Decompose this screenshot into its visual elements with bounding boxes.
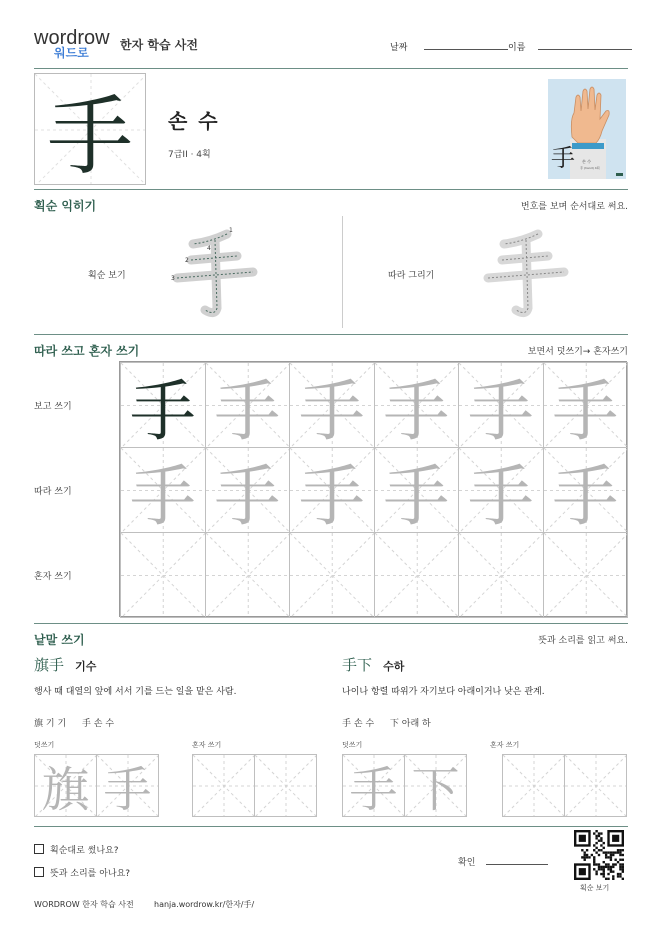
- hero-character-box: [34, 73, 146, 185]
- footer-brand: WORDROW 한자 학습 사전: [34, 900, 134, 909]
- practice-character: 手: [298, 457, 365, 533]
- practice-character: 手: [383, 372, 450, 448]
- word-1-part-2-char: 手: [81, 719, 91, 729]
- practice-character: 手: [467, 457, 534, 533]
- cell-guides: [459, 533, 544, 618]
- words-divider: [34, 826, 628, 827]
- practice-cell-r3-c6[interactable]: [543, 532, 629, 618]
- practice-character: 手: [129, 457, 196, 533]
- word-2-parts: [342, 716, 431, 729]
- practice-divider: [34, 623, 628, 624]
- word-1-parts: [34, 716, 114, 729]
- cell-guides: [565, 755, 627, 817]
- words-section-note: 뜻과 소리를 읽고 써요.: [538, 636, 628, 646]
- confirm-field[interactable]: [458, 855, 548, 868]
- word-1-part-2-gloss: 손 수: [93, 719, 115, 729]
- practice-cell-r1-c6[interactable]: [543, 362, 629, 448]
- practice-cell-r3-c1[interactable]: [120, 532, 206, 618]
- practice-cell-r1-c2[interactable]: [205, 362, 291, 448]
- practice-section-title: 따라 쓰고 혼자 쓰기: [34, 344, 140, 358]
- confirm-line: [486, 864, 548, 865]
- word-1-trace-box-1[interactable]: [34, 754, 97, 817]
- words-section-title: 낱말 쓰기: [34, 633, 85, 647]
- stroke-section-title: 획순 익히기: [34, 199, 97, 213]
- word-2-solo-box-1[interactable]: [502, 754, 565, 817]
- date-line: [424, 49, 508, 50]
- hand-image-caption-sub: 手 (hand) 4획: [580, 166, 600, 170]
- word-2-trace-label: 덧쓰기: [342, 741, 363, 749]
- word-2-part-1-gloss: 손 수: [353, 719, 375, 729]
- practice-cell-r1-c4[interactable]: [374, 362, 460, 448]
- word-1-solo-label: 혼자 쓰기: [192, 741, 222, 749]
- stroke-number-4: 4: [207, 245, 211, 252]
- stroke-number-1: 1: [229, 227, 233, 234]
- cell-guides: [255, 755, 317, 817]
- practice-character: 手: [298, 372, 365, 448]
- practice-grid: [119, 361, 627, 617]
- practice-cell-r2-c1[interactable]: [120, 447, 206, 533]
- practice-cell-r2-c3[interactable]: [289, 447, 375, 533]
- practice-row-label-2: 따라 쓰기: [34, 487, 72, 497]
- stroke-number-3: 3: [171, 275, 175, 282]
- header-divider: [34, 68, 628, 69]
- word-2-definition: 나이나 항렬 따위가 자기보다 아래이거나 낮은 관계.: [342, 687, 545, 697]
- confirm-label: 확인: [458, 858, 476, 868]
- word-trace-character: 手: [349, 762, 398, 817]
- hand-illustration: [548, 79, 626, 179]
- checkbox-stroke-order[interactable]: [34, 844, 44, 854]
- word-2-part-1-char: 手: [342, 719, 352, 729]
- logo-korean: 워드로: [54, 46, 89, 60]
- practice-cell-r2-c4[interactable]: [374, 447, 460, 533]
- hero-level-strokes: 7급II · 4획: [168, 150, 211, 160]
- word-trace-character: 旗: [41, 762, 90, 817]
- stroke-view-label: 획순 보기: [88, 271, 126, 281]
- practice-row-label-3: 혼자 쓰기: [34, 572, 72, 582]
- practice-character: 手: [214, 372, 281, 448]
- word-1-reading: 기수: [75, 660, 97, 673]
- check-meaning-sound[interactable]: [34, 866, 130, 879]
- check-stroke-order-label: 획순대로 썼나요?: [50, 846, 119, 856]
- word-2-solo-box-2[interactable]: [564, 754, 627, 817]
- check-meaning-sound-label: 뜻과 소리를 아나요?: [50, 869, 131, 879]
- logo-wordrow: wordrow: [34, 27, 110, 49]
- word-1-definition: 행사 때 대열의 앞에 서서 기를 드는 일을 맡은 사람.: [34, 687, 237, 697]
- cell-guides: [544, 533, 629, 618]
- word-1-solo-box-2[interactable]: [254, 754, 317, 817]
- word-2-trace-box-1[interactable]: [342, 754, 405, 817]
- name-line: [538, 49, 632, 50]
- header-title: 한자 학습 사전: [120, 38, 198, 52]
- word-2-solo-label: 혼자 쓰기: [490, 741, 520, 749]
- stroke-section-note: 번호를 보며 순서대로 써요.: [520, 202, 628, 212]
- word-2-hanja: 手下: [342, 656, 373, 674]
- practice-cell-r2-c5[interactable]: [458, 447, 544, 533]
- practice-cell-r2-c2[interactable]: [205, 447, 291, 533]
- hero-meaning-sound: 손 수: [168, 109, 220, 133]
- practice-cell-r1-c3[interactable]: [289, 362, 375, 448]
- practice-character: 手: [467, 372, 534, 448]
- practice-cell-r3-c3[interactable]: [289, 532, 375, 618]
- practice-cell-r1-c1[interactable]: [120, 362, 206, 448]
- word-1-trace-box-2[interactable]: [96, 754, 159, 817]
- cell-guides: [206, 533, 291, 618]
- logo: [34, 28, 114, 64]
- word-1-heading: [34, 654, 96, 675]
- hand-image-character: 手: [551, 144, 575, 172]
- practice-cell-r3-c5[interactable]: [458, 532, 544, 618]
- word-1-trace-label: 덧쓰기: [34, 741, 55, 749]
- word-1-part-1-char: 旗: [34, 719, 44, 729]
- date-label: 날짜: [390, 43, 408, 53]
- word-2-reading: 수하: [383, 660, 405, 673]
- footer-url[interactable]: hanja.wordrow.kr/한자/手/: [154, 900, 255, 909]
- word-1-part-1-gloss: 기 기: [45, 719, 67, 729]
- word-2-part-2-char: 下: [389, 719, 399, 729]
- word-2-heading: [342, 654, 404, 675]
- hand-image-caption: 손 수: [582, 159, 591, 164]
- practice-character: 手: [552, 372, 619, 448]
- hand-image-tag: [616, 173, 623, 176]
- cell-guides: [290, 533, 375, 618]
- check-stroke-order[interactable]: [34, 843, 119, 856]
- stroke-number-2: 2: [185, 257, 189, 264]
- practice-character: 手: [383, 457, 450, 533]
- word-1-solo-box-1[interactable]: [192, 754, 255, 817]
- qr-code[interactable]: [574, 830, 624, 880]
- cell-guides: [375, 533, 460, 618]
- practice-cell-r1-c5[interactable]: [458, 362, 544, 448]
- word-2-trace-box-2[interactable]: [404, 754, 467, 817]
- cell-guides: [193, 755, 255, 817]
- stroke-order-diagram: [165, 220, 265, 320]
- stroke-divider: [34, 334, 628, 335]
- stroke-view-diagram: [165, 220, 265, 320]
- practice-row-label-1: 보고 쓰기: [34, 402, 72, 412]
- practice-character: 手: [214, 457, 281, 533]
- stroke-trace-diagram[interactable]: [476, 220, 576, 320]
- checkbox-meaning-sound[interactable]: [34, 867, 44, 877]
- word-1-hanja: 旗手: [34, 656, 65, 674]
- stroke-vertical-divider: [342, 216, 343, 328]
- name-field[interactable]: [508, 40, 632, 53]
- practice-character: 手: [129, 372, 196, 448]
- qr-code-icon: [574, 830, 624, 880]
- practice-cell-r2-c6[interactable]: [543, 447, 629, 533]
- cell-guides: [121, 533, 206, 618]
- practice-section-note: 보면서 덧쓰기→ 혼자쓰기: [527, 347, 628, 357]
- cell-guides: [503, 755, 565, 817]
- date-field[interactable]: [390, 40, 508, 53]
- name-label: 이름: [508, 43, 526, 53]
- word-trace-character: 下: [411, 762, 460, 817]
- hero-divider: [34, 189, 628, 190]
- word-trace-character: 手: [103, 762, 152, 817]
- stroke-trace-label: 따라 그리기: [388, 271, 435, 281]
- hero-character: 手: [47, 87, 133, 185]
- practice-cell-r3-c2[interactable]: [205, 532, 291, 618]
- word-2-part-2-gloss: 아래 하: [401, 719, 431, 729]
- qr-label: 획순 보기: [580, 884, 610, 892]
- practice-character: 手: [552, 457, 619, 533]
- stroke-trace-svg: [476, 220, 576, 320]
- practice-cell-r3-c4[interactable]: [374, 532, 460, 618]
